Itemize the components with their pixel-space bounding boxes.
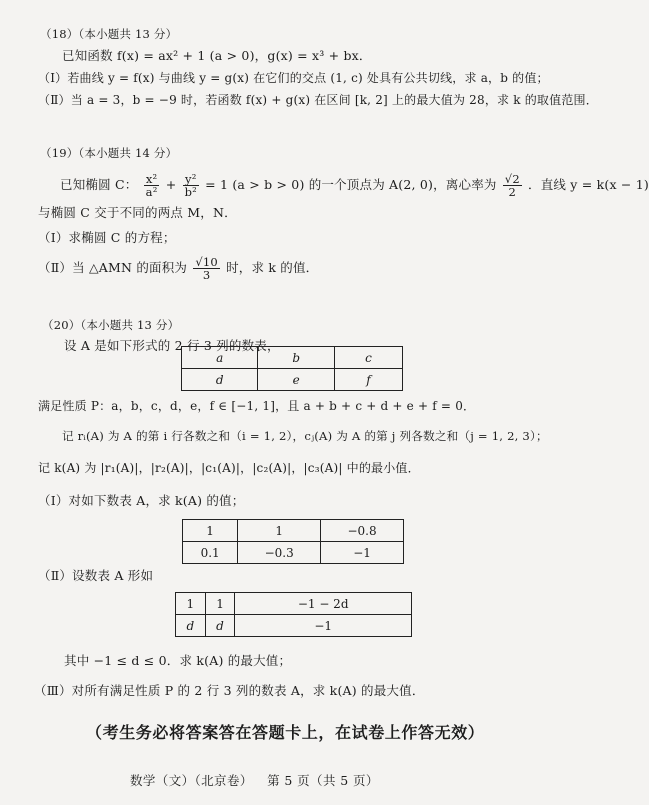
table-cell: 1 [205, 593, 235, 615]
table-cell: −0.8 [321, 520, 404, 542]
table-cell: b [258, 347, 334, 369]
q20-property-p: 满足性质 P：a，b，c，d，e，f ∈ [−1, 1]，且 a + b + c + d + e + f = 0． [38, 399, 476, 413]
footer-page-number: 第 5 页（共 5 页） [267, 773, 379, 788]
table-cell: f [334, 369, 402, 391]
q18-part-2: （Ⅱ）当 a = 3，b = −9 时，若函数 f(x) + g(x) 在区间 [k, 2] 上的最大值为 28，求 k 的取值范围． [38, 93, 598, 107]
table-a [181, 346, 403, 391]
table-row [176, 593, 412, 615]
table-cell: e [258, 369, 334, 391]
x2-over-a2-fraction: $\frac{\text{x²}}{\text{a²}}$ [145, 172, 158, 199]
q20-definition-2: 记 k(A) 为 |r₁(A)|，|r₂(A)|，|c₁(A)|，|c₂(A)|，|c₃(A)| 中的最小值． [38, 461, 420, 475]
table-cell: −1 − 2d [235, 593, 412, 615]
table-cell: −1 [235, 615, 412, 637]
q18-part-1: （Ⅰ）若曲线 y = f(x) 与曲线 y = g(x) 在它们的交点 (1, c) 处具有公共切线，求 a，b 的值； [38, 71, 549, 85]
table-cell: 0.1 [183, 542, 238, 564]
table-cell: 1 [183, 520, 238, 542]
table-row [182, 369, 403, 391]
q19-heading: （19）（本小题共 14 分） [40, 146, 178, 160]
table-cell: c [334, 347, 402, 369]
q20-part-2: （Ⅱ）设数表 A 形如 [38, 568, 154, 583]
table-row [182, 347, 403, 369]
q20-line-1: 设 A 是如下形式的 2 行 3 列的数表， [64, 338, 280, 353]
table-row [183, 542, 404, 564]
table-row [183, 520, 404, 542]
footer-subject: 数学（文）（北京卷） [130, 773, 253, 788]
page-footer [130, 771, 389, 789]
table-row [176, 615, 412, 637]
sqrt10-over-3-fraction: $\frac{√10}{3}$ [195, 255, 218, 282]
q18-line-1: 已知函数 f(x) = ax² + 1 (a > 0)，g(x) = x³ + bx． [62, 48, 372, 63]
table-cell: −0.3 [238, 542, 321, 564]
table-cell: d [176, 615, 206, 637]
table-cell: a [182, 347, 258, 369]
table-cell: d [205, 615, 235, 637]
q18-heading: （18）（本小题共 13 分） [40, 27, 178, 41]
q19-part-1: （Ⅰ）求椭圆 C 的方程； [38, 230, 176, 245]
q20-part-1: （Ⅰ）对如下数表 A，求 k(A) 的值； [38, 493, 245, 508]
sqrt2-over-2-fraction: $\frac{√2}{2}$ [504, 172, 520, 199]
q20-definition-1: 记 rᵢ(A) 为 A 的第 i 行各数之和（i = 1, 2），cⱼ(A) 为 A 的第 j 列各数之和（j = 1, 2, 3）； [62, 429, 548, 443]
table-cell: −1 [321, 542, 404, 564]
exam-notice: （考生务必将答案答在答题卡上，在试卷上作答无效） [86, 723, 485, 742]
q19-line-1: 已知椭圆 C： $\frac{\text{x²}}{\text{a²}}$ + $\frac{\text{y²}}{\text{b²}}$ = 1 (a > b > 0) 的一个顶点为 A(2, 0)，离心率为 $\frac{√2}{2}$ ．直线 y = k(x − 1) [60, 172, 649, 199]
table-cell: d [182, 369, 258, 391]
table-cell: 1 [176, 593, 206, 615]
table-c [175, 592, 412, 637]
q19-part-2: （Ⅱ）当 △AMN 的面积为 $\frac{√10}{3}$ 时，求 k 的值． [38, 255, 319, 282]
q20-heading: （20）（本小题共 13 分） [42, 318, 180, 332]
table-b [182, 519, 404, 564]
q19-line-2: 与椭圆 C 交于不同的两点 M，N． [38, 205, 237, 220]
y2-over-b2-fraction: $\frac{\text{y²}}{\text{b²}}$ [184, 172, 197, 199]
q20-condition: 其中 −1 ≤ d ≤ 0．求 k(A) 的最大值； [64, 653, 292, 668]
q19-ellipse-intro: 已知椭圆 C： [60, 177, 138, 192]
table-cell: 1 [238, 520, 321, 542]
q20-part-3: （Ⅲ）对所有满足性质 P 的 2 行 3 列的数表 A，求 k(A) 的最大值． [34, 683, 425, 698]
